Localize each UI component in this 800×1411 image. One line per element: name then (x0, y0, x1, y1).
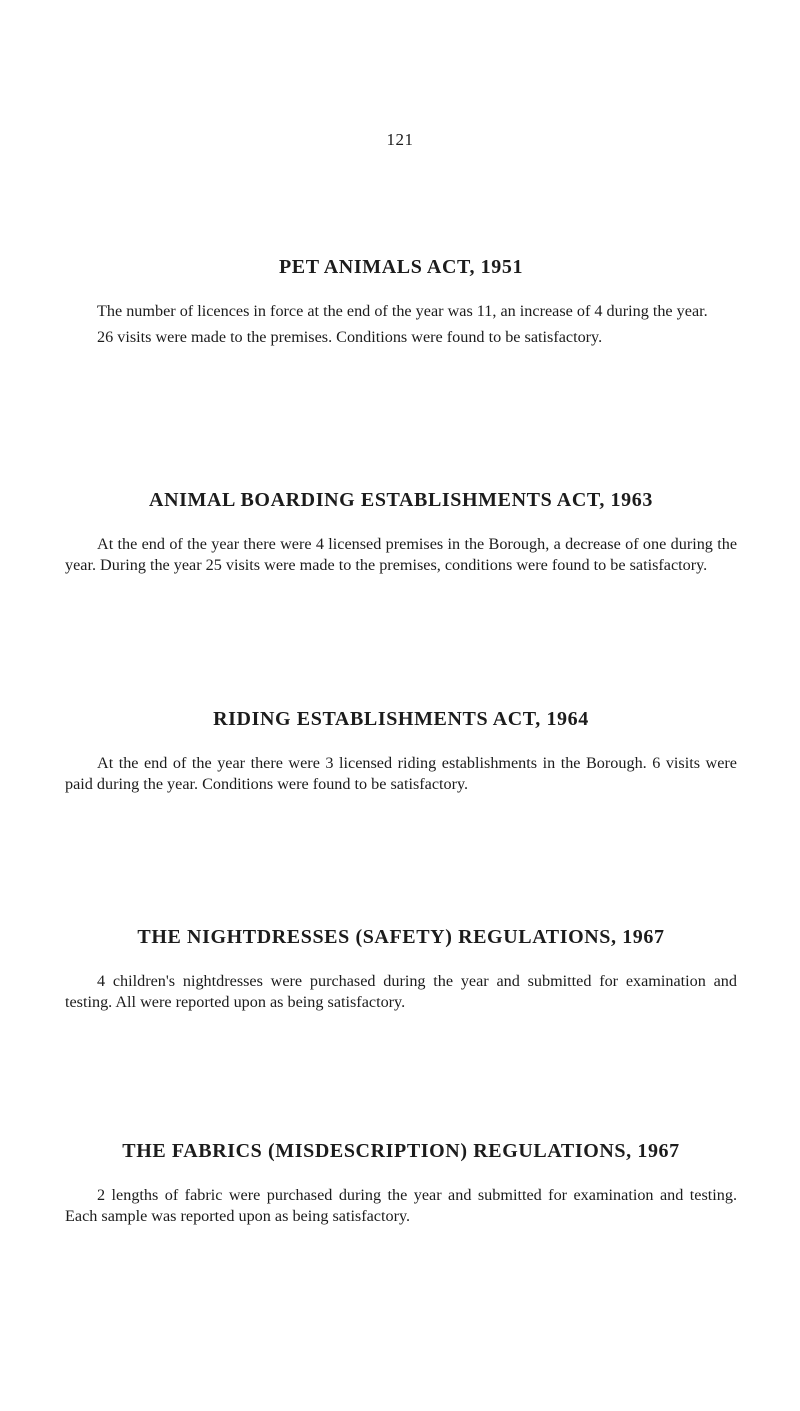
section-heading: PET ANIMALS ACT, 1951 (278, 256, 524, 278)
section-paragraph: At the end of the year there were 4 licensed premises in the Borough, a decrease of one during the year. During the year 25 visits were made to the premises, conditions were found to be satisfactory. (65, 535, 737, 574)
section-nightdresses-regulations (65, 926, 737, 1017)
section-fabrics-regulations (65, 1140, 737, 1231)
section-paragraph: 4 children's nightdresses were purchased during the year and submitted for examination and testing. All were reported upon as being satisfactory. (65, 972, 737, 1011)
section-riding-establishments-act (65, 708, 737, 799)
section-paragraph: 2 lengths of fabric were purchased during the year and submitted for examination and testing. Each sample was reported upon as being satisfactory. (65, 1186, 737, 1225)
section-heading: RIDING ESTABLISHMENTS ACT, 1964 (213, 708, 589, 730)
section-paragraph: 26 visits were made to the premises. Conditions were found to be satisfactory. (97, 327, 603, 346)
section-heading: ANIMAL BOARDING ESTABLISHMENTS ACT, 1963 (149, 489, 653, 511)
section-paragraph: At the end of the year there were 3 licensed riding establishments in the Borough. 6 visits were paid during the year. Conditions were found to be satisfactory. (65, 754, 737, 793)
section-pet-animals-act (65, 256, 737, 352)
page-number: 121 (386, 130, 414, 149)
section-paragraph: The number of licences in force at the end of the year was 11, an increase of 4 during the year. (97, 302, 708, 320)
section-heading: THE NIGHTDRESSES (SAFETY) REGULATIONS, 1967 (137, 926, 665, 948)
section-animal-boarding-act (65, 489, 737, 580)
section-heading: THE FABRICS (MISDESCRIPTION) REGULATIONS, 1967 (122, 1140, 680, 1162)
